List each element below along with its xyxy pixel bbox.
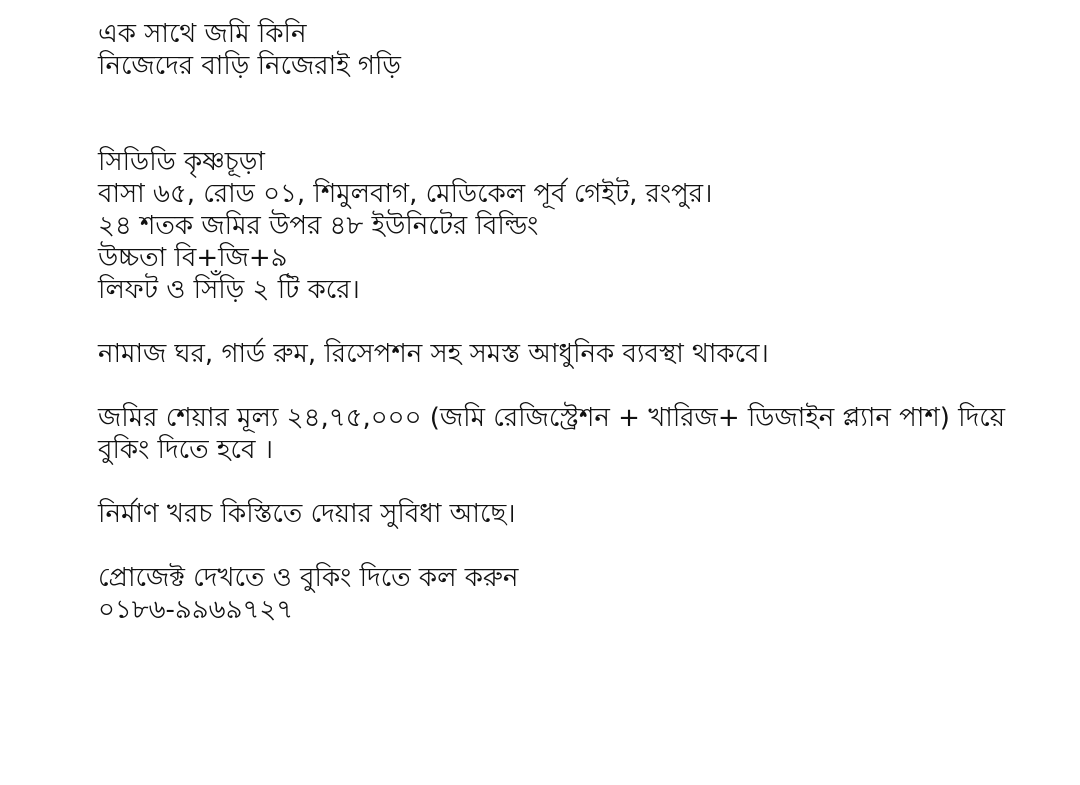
facilities-text: নামাজ ঘর, গার্ড রুম, রিসেপশন সহ সমস্ত আধুনিক ব্যবস্থা থাকবে। — [98, 339, 769, 369]
headline-line-2: নিজেদের বাড়ি নিজেরাই গড়ি — [98, 51, 401, 81]
contact-call-text: প্রোজেক্ট দেখতে ও বুকিং দিতে কল করুন — [98, 563, 519, 593]
post-text — [98, 18, 1058, 626]
headline-line-1: এক সাথে জমি কিনি — [98, 19, 307, 49]
spacer — [98, 530, 1058, 562]
project-lift-stairs: লিফট ও সিঁড়ি ২ টি করে। — [98, 275, 360, 305]
project-address: বাসা ৬৫, রোড ০১, শিমুলবাগ, মেডিকেল পূর্ব গেইট, রংপুর। — [98, 179, 713, 209]
spacer — [98, 82, 1058, 146]
project-land-units: ২৪ শতক জমির উপর ৪৮ ইউনিটের বিল্ডিং — [98, 211, 539, 241]
contact-phone: ০১৮৬-৯৯৬৯৭২৭ — [98, 595, 294, 625]
project-name: সিডিডি কৃষ্ণচূড়া — [98, 147, 265, 177]
spacer — [98, 306, 1058, 338]
spacer — [98, 370, 1058, 402]
project-height: উচ্চতা বি+জি+৯ — [98, 243, 288, 273]
booking-text: জমির শেয়ার মূল্য ২৪,৭৫,০০০ (জমি রেজিস্ট্রেশন + খারিজ+ ডিজাইন প্ল্যান পাশ) দিয়ে বুকিং দিতে হবে । — [98, 403, 1006, 465]
installment-text: নির্মাণ খরচ কিস্তিতে দেয়ার সুবিধা আছে। — [98, 499, 516, 529]
spacer — [98, 466, 1058, 498]
